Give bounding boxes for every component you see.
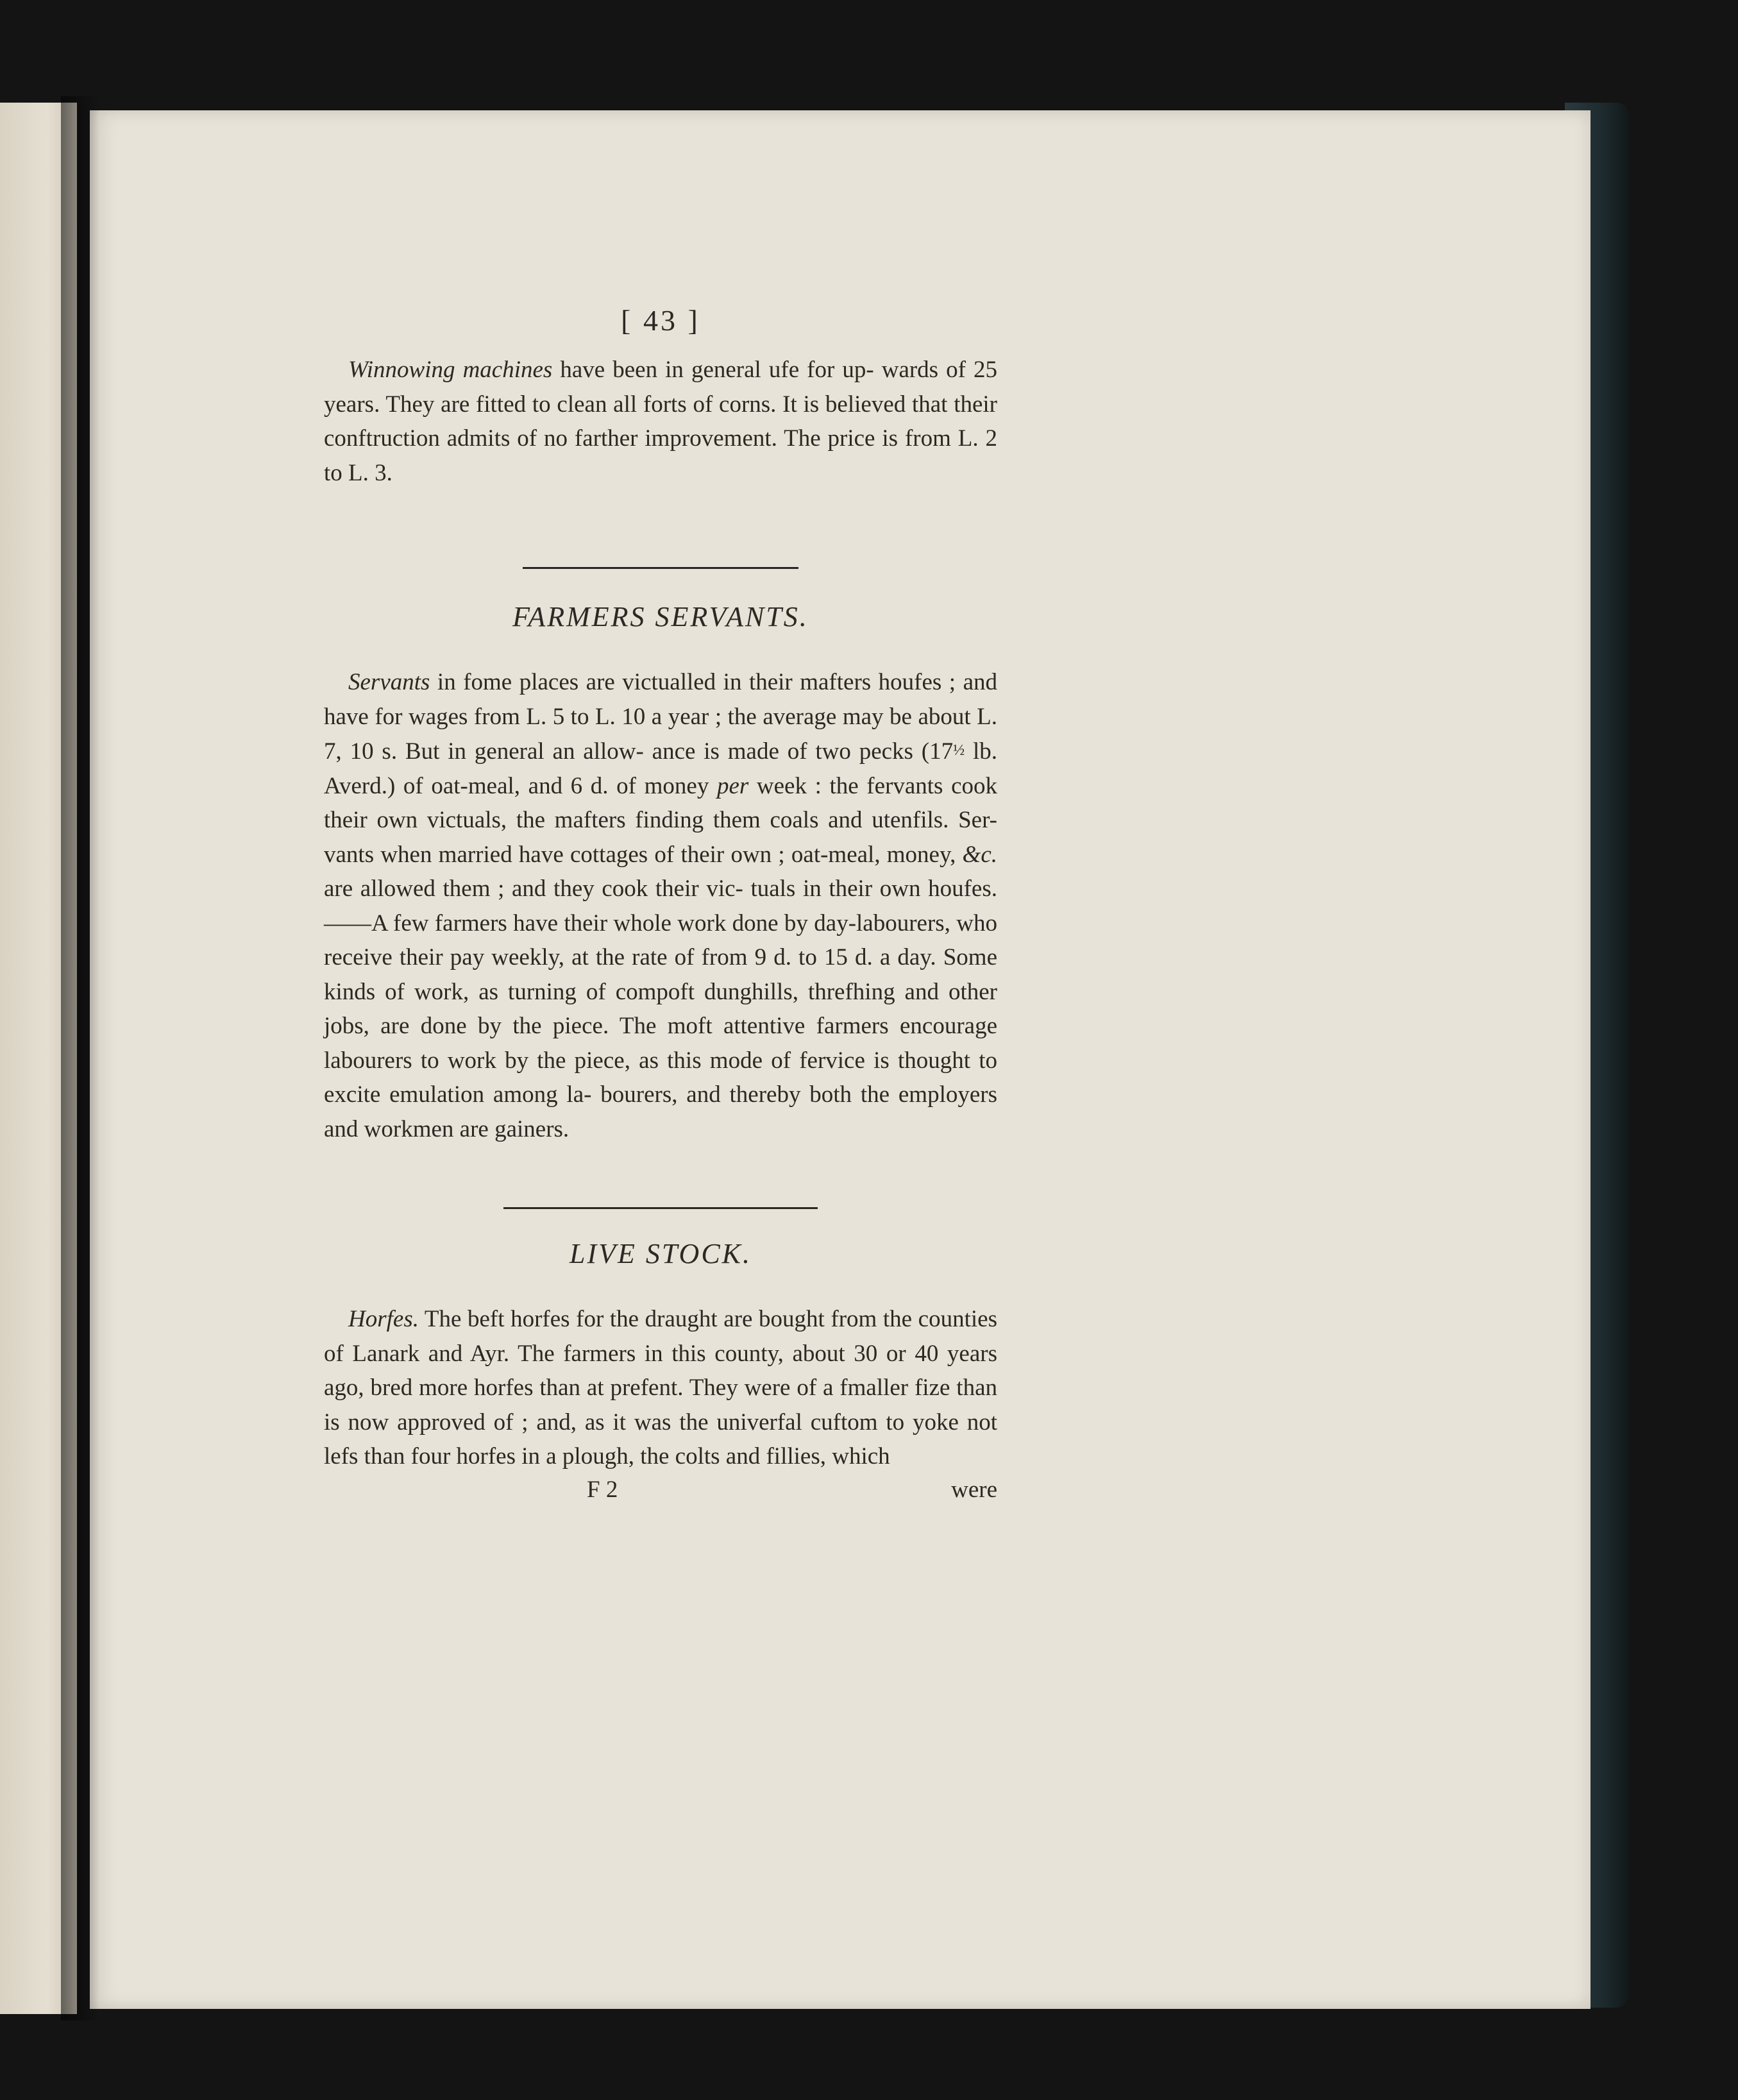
paragraph-text-part-3: week : the fervants cook their own victuals, the mafters finding them coals and utenfils. Ser- vants when married have cottages of their own ; oat-meal, money, — [324, 772, 997, 868]
signature-mark: F 2 — [587, 1476, 618, 1503]
page-footer — [324, 1474, 997, 1506]
paragraph-text-part-4: are allowed them ; and they cook their vic- tuals in their own houfes. ——A few farmers have their whole work done by day-labourers, who receive their pay weekly, at the rate of from 9 d. to 15 d. a day. Some kinds of work, as turning of compoft dunghills, threfhing and other jobs, are done by the piece. The moft attentive farmers encourage labourers to work by the piece, as this mode of fervice is thought to excite emulation among la- bourers, and thereby both the employers and workmen are gainers. — [324, 876, 997, 1142]
book-gutter-shadow — [61, 96, 99, 2020]
fraction-half: ½ — [953, 742, 965, 759]
paragraph-text-part-2: lb. Averd.) of oat-meal, and 6 d. of money — [324, 738, 997, 799]
page-number-head: [ 43 ] — [621, 304, 700, 337]
paragraph-text-part-1: in fome places are victualled in their mafters houfes ; and have for wages from L. 5 to L. 10 a year ; the average may be about L. 7, 10 s. But in general an allow- ance is made of two pecks (17 — [324, 669, 997, 765]
inline-italic-etc: &c. — [962, 841, 997, 868]
text-block — [324, 301, 997, 1506]
paragraph-text: The beft horfes for the draught are bought from the counties of Lanark and Ayr. The farmers in this county, about 30 or 40 years ago, bred more horfes than at prefent. They were of a fmaller fize than is now approved of ; and, as it was the univerfal cuftom to yoke not lefs than four horfes in a plough, the colts and fillies, which — [324, 1306, 997, 1469]
paragraph-text: have been in general ufe for up- wards of 25 years. They are fitted to clean all forts of corns. It is believed that their conftruction admits of no farther improvement. The price is from L. 2 to L. 3. — [324, 357, 997, 486]
paragraph-horses — [324, 1302, 997, 1474]
heading-farmers-servants: FARMERS SERVANTS. — [512, 601, 809, 632]
section-divider — [503, 1207, 818, 1209]
catchword: were — [951, 1476, 997, 1503]
heading-live-stock: LIVE STOCK. — [569, 1238, 752, 1269]
inline-italic-per: per — [716, 772, 749, 799]
lead-italic-servants: Servants — [348, 669, 430, 695]
paragraph-servants — [324, 665, 997, 1146]
lead-italic-winnowing: Winnowing machines — [348, 357, 553, 383]
section-divider — [523, 567, 798, 569]
paragraph-winnowing — [324, 353, 997, 490]
lead-italic-horses: Horfes. — [348, 1306, 419, 1332]
